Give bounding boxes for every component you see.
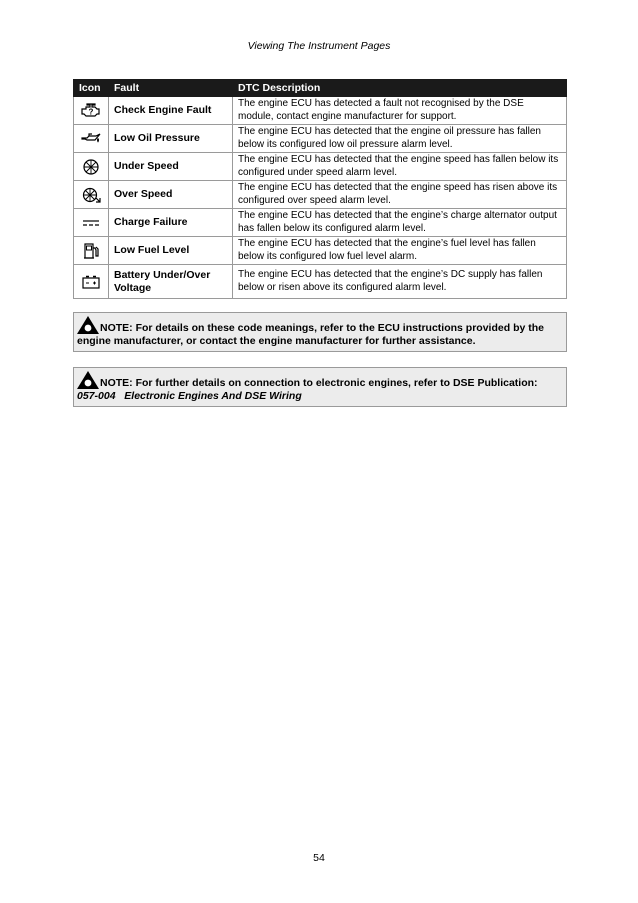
column-header-fault: Fault	[109, 80, 233, 97]
dtc-table	[73, 79, 567, 299]
column-header-description: DTC Description	[233, 80, 567, 97]
fault-description: The engine ECU has detected that the engine’s fuel level has fallen below its configured low fuel level alarm.	[233, 237, 567, 265]
table-row	[74, 181, 567, 209]
table-row	[74, 97, 567, 125]
under-speed-icon	[80, 158, 102, 176]
fuel-level-icon	[80, 242, 102, 260]
table-row	[74, 209, 567, 237]
charge-failure-icon	[80, 214, 102, 232]
fault-name: Over Speed	[109, 181, 233, 209]
check-engine-icon	[80, 102, 102, 120]
table-row	[74, 153, 567, 181]
table-row	[74, 125, 567, 153]
fault-description: The engine ECU has detected that the engine’s charge alternator output has fallen below its configured alarm level.	[233, 209, 567, 237]
warning-icon	[77, 371, 99, 389]
svg-text:?: ?	[88, 107, 94, 116]
warning-icon	[77, 316, 99, 334]
over-speed-icon	[80, 186, 102, 204]
fault-description: The engine ECU has detected that the engine oil pressure has fallen below its configured low oil pressure alarm level.	[233, 125, 567, 153]
column-header-icon: Icon	[74, 80, 109, 97]
page-header: Viewing The Instrument Pages	[247, 40, 391, 52]
publication-reference: 057-004 Electronic Engines And DSE Wiring	[77, 390, 302, 402]
fault-description: The engine ECU has detected that the engine’s DC supply has fallen below or risen above its configured alarm level.	[233, 265, 567, 299]
fault-name: Under Speed	[109, 153, 233, 181]
fault-name: Battery Under/Over Voltage	[109, 265, 233, 299]
fault-description: The engine ECU has detected a fault not recognised by the DSE module, contact engine manufacturer for support.	[233, 97, 567, 125]
table-header-row	[74, 80, 567, 97]
note-code-meanings	[73, 312, 567, 352]
table-row	[74, 265, 567, 299]
oil-pressure-icon	[80, 130, 102, 148]
fault-description: The engine ECU has detected that the engine speed has risen above its configured over speed alarm level.	[233, 181, 567, 209]
fault-name: Charge Failure	[109, 209, 233, 237]
note-text: NOTE: For further details on connection to electronic engines, refer to DSE Publication:	[100, 377, 538, 389]
page-number: 54	[313, 852, 325, 864]
fault-name: Check Engine Fault	[109, 97, 233, 125]
fault-name: Low Oil Pressure	[109, 125, 233, 153]
fault-description: The engine ECU has detected that the engine speed has fallen below its configured under speed alarm level.	[233, 153, 567, 181]
battery-icon	[80, 273, 102, 291]
table-row	[74, 237, 567, 265]
note-electronic-engines	[73, 367, 567, 407]
fault-name: Low Fuel Level	[109, 237, 233, 265]
note-text: NOTE: For details on these code meanings, refer to the ECU instructions provided by the engine manufacturer, or contact the engine manufacturer for further assistance.	[77, 322, 544, 347]
